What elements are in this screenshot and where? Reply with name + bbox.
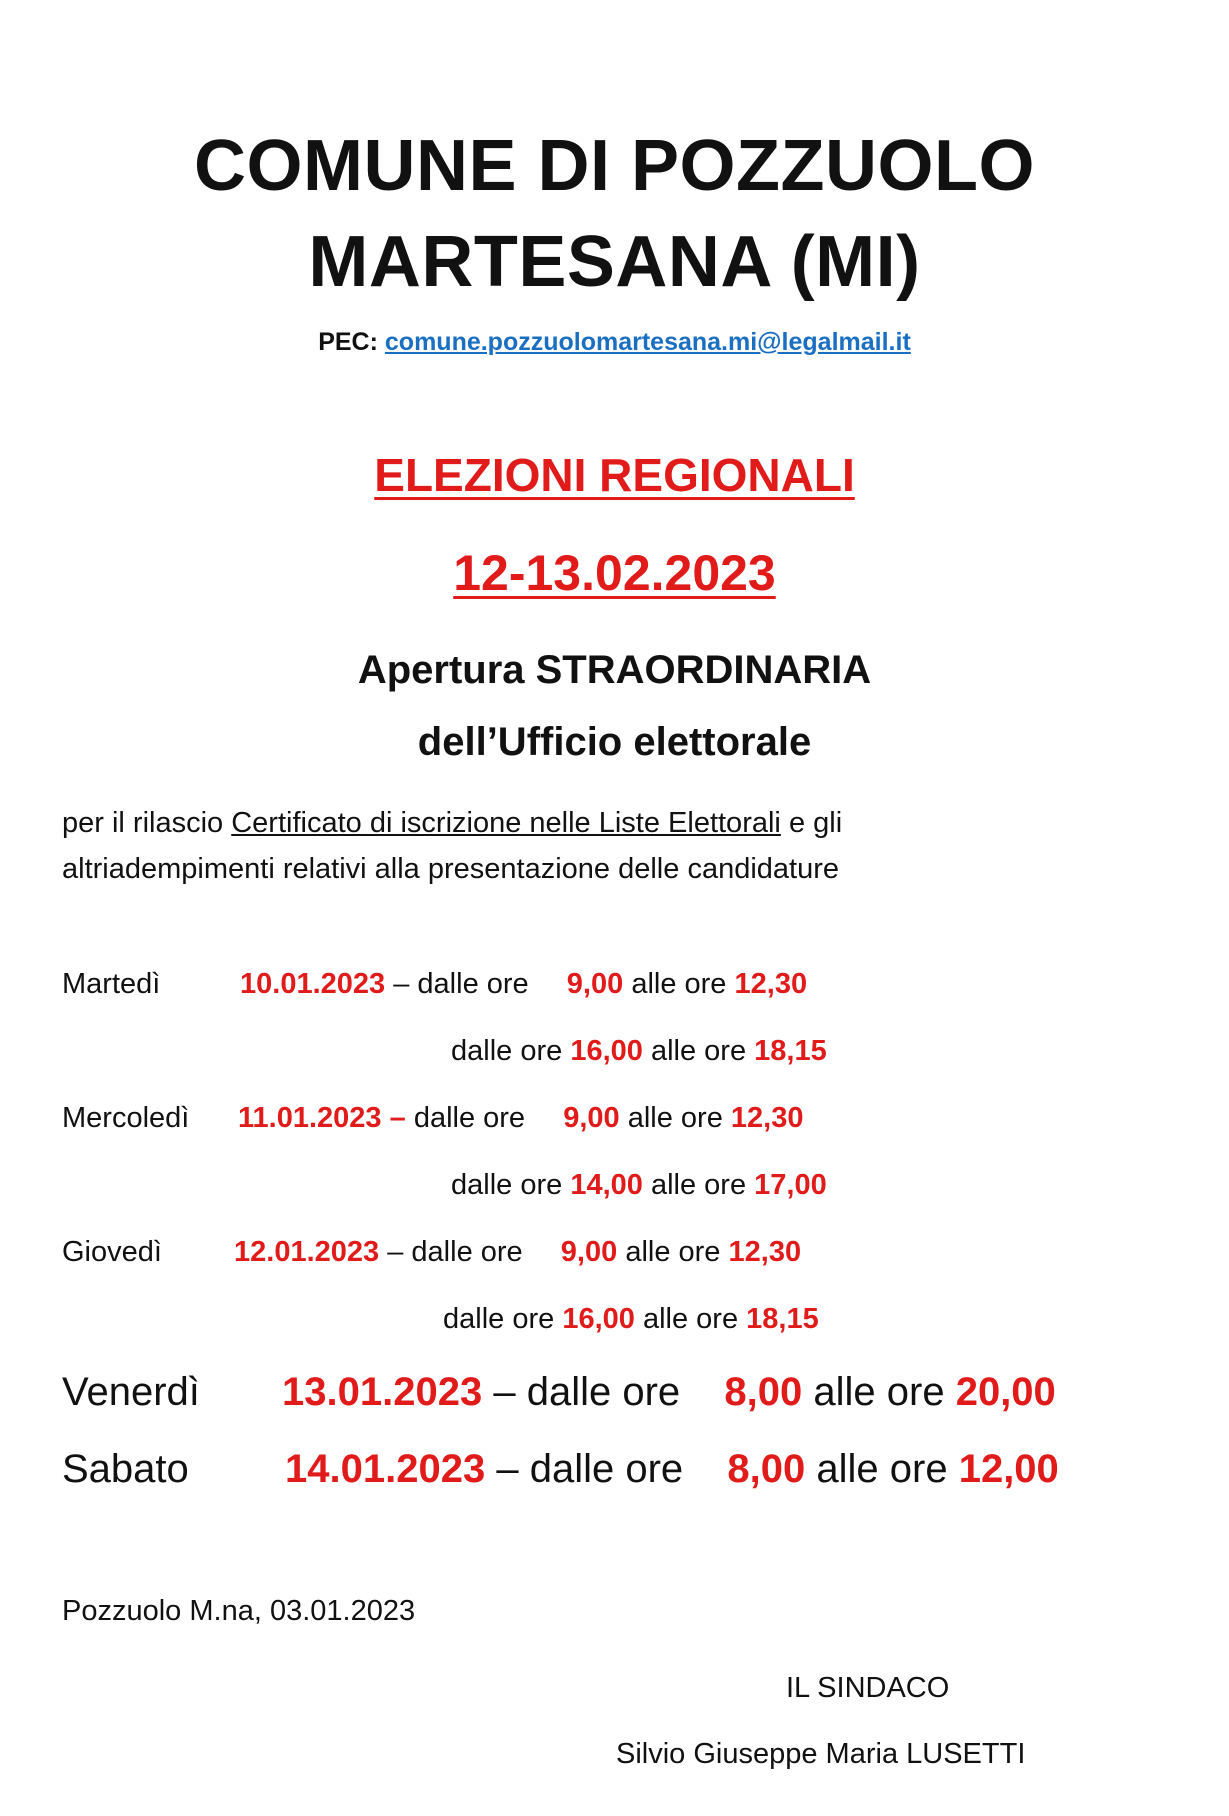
time-to: 18,15 [746,1303,819,1335]
description-prefix: per il rilascio [62,807,224,839]
schedule-day-wednesday: Mercoledì [62,1102,190,1134]
time-from: 16,00 [570,1035,643,1067]
schedule-day-thursday: Giovedì [62,1236,162,1268]
alle-ore: alle ore [627,1102,723,1134]
event-title: ELEZIONI REGIONALI [374,449,855,501]
dash: – [496,1447,519,1491]
alle-ore: alle ore [650,1035,747,1067]
time-from: 8,00 [724,1370,803,1414]
time-to: 18,15 [754,1035,827,1067]
description-certificate: Certificato di iscrizione nelle Liste Elettorali [231,807,781,839]
event-date: 12-13.02.2023 [453,545,776,601]
alle-ore: alle ore [650,1169,747,1201]
time-to: 17,00 [754,1169,827,1201]
place-date: Pozzuolo M.na, 03.01.2023 [62,1595,416,1627]
subtitle-line-2: dell’Ufficio elettorale [417,720,812,764]
description-line-2: altriadempimenti relativi alla presentazione delle candidature [62,853,839,885]
dalle-ore: dalle ore [411,1236,523,1268]
dash: – [389,1102,406,1134]
alle-ore: alle ore [816,1447,948,1491]
alle-ore: alle ore [625,1236,721,1268]
schedule-row-wednesday-2 [451,1169,827,1202]
pec-email-link[interactable]: comune.pozzuolomartesana.mi@legalmail.it [384,328,911,356]
schedule-day-friday: Venerdì [62,1370,200,1414]
time-to: 12,00 [958,1447,1059,1491]
schedule-date: 13.01.2023 [282,1370,483,1414]
schedule-date: 10.01.2023 [240,968,386,1000]
schedule-row-saturday [285,1447,1059,1492]
title-line-1: COMUNE DI POZZUOLO [194,126,1035,206]
schedule-row-wednesday-1 [238,1102,803,1135]
alle-ore: alle ore [813,1370,945,1414]
dalle-ore: dalle ore [451,1169,563,1201]
description [62,800,842,892]
time-to: 12,30 [728,1236,802,1268]
schedule-row-thursday-1 [234,1236,801,1269]
schedule-date: 14.01.2023 [285,1447,486,1491]
page-title [0,118,1229,310]
signature-role: IL SINDACO [786,1672,950,1704]
schedule-day-saturday: Sabato [62,1447,189,1491]
dash: – [393,968,410,1000]
schedule-date: 11.01.2023 [238,1102,382,1134]
time-from: 9,00 [566,968,624,1000]
time-to: 12,30 [730,1102,804,1134]
dalle-ore: dalle ore [417,968,529,1000]
time-from: 16,00 [562,1303,635,1335]
time-from: 9,00 [563,1102,620,1134]
time-from: 8,00 [727,1447,806,1491]
schedule-row-thursday-2 [443,1303,819,1336]
time-from: 14,00 [570,1169,643,1201]
title-line-2: MARTESANA (MI) [308,222,921,302]
pec-line [0,328,1229,357]
dalle-ore: dalle ore [451,1035,563,1067]
dalle-ore: dalle ore [413,1102,526,1134]
description-suffix: e gli [788,807,843,839]
dalle-ore: dalle ore [443,1303,555,1335]
schedule-row-friday [282,1370,1056,1415]
alle-ore: alle ore [642,1303,739,1335]
alle-ore: alle ore [631,968,727,1000]
schedule-row-tuesday-1 [240,968,807,1001]
time-from: 9,00 [560,1236,618,1268]
pec-label: PEC: [318,328,378,356]
dash: – [493,1370,516,1414]
schedule-row-tuesday-2 [451,1035,827,1068]
dalle-ore: dalle ore [529,1447,684,1491]
time-to: 20,00 [955,1370,1056,1414]
subtitle-line-1: Apertura STRAORDINARIA [357,648,872,692]
schedule-date: 12.01.2023 [234,1236,380,1268]
signature-name: Silvio Giuseppe Maria LUSETTI [616,1738,1026,1770]
dash: – [387,1236,404,1268]
dalle-ore: dalle ore [526,1370,681,1414]
schedule-day-tuesday: Martedì [62,968,161,1000]
time-to: 12,30 [734,968,808,1000]
